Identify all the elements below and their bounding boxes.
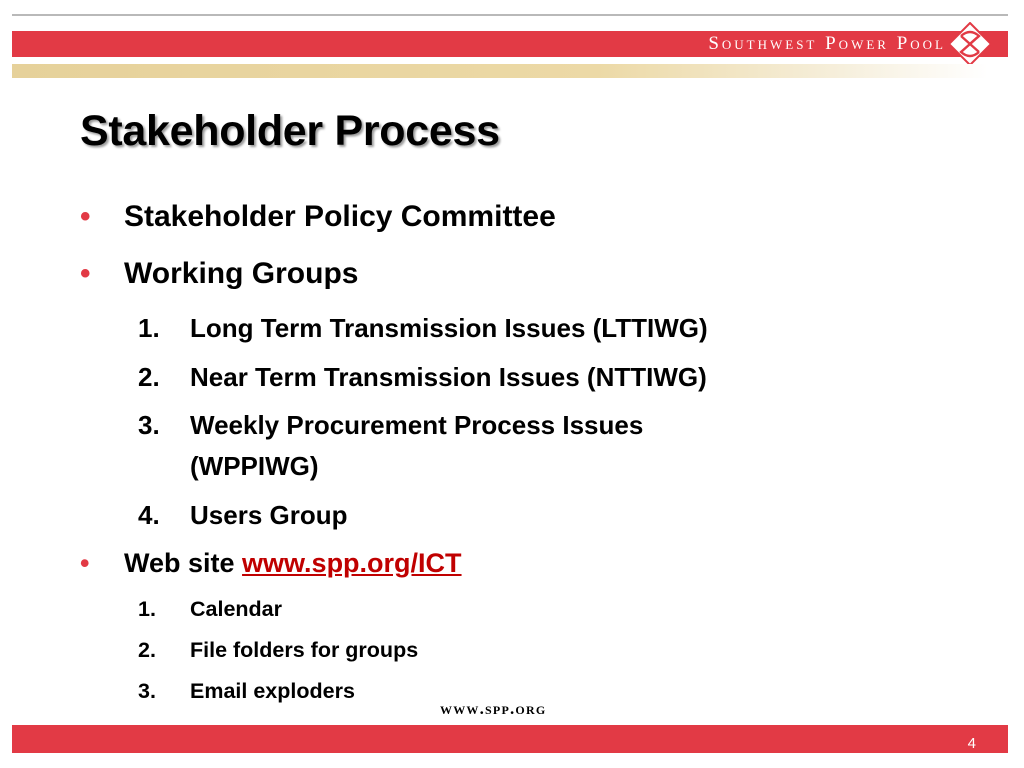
spp-ict-link[interactable]: www.spp.org/ICT: [242, 548, 462, 578]
list-number: 3.: [138, 410, 160, 440]
list-number: 1.: [138, 313, 160, 343]
list-number: 1.: [138, 597, 156, 621]
list-text: File folders for groups: [190, 638, 419, 662]
bullet-marker: •: [80, 257, 91, 290]
list-number: 4.: [138, 500, 160, 530]
bullet-marker: •: [80, 200, 91, 233]
list-text: Near Term Transmission Issues (NTTIWG): [190, 362, 707, 392]
top-divider: [12, 14, 1008, 16]
list-item-users-group: [138, 500, 348, 531]
bullet-web-site: [80, 548, 462, 579]
list-number: 3.: [138, 679, 156, 703]
list-item-file-folders: [138, 638, 419, 663]
bullet-working-groups: [80, 257, 359, 291]
accent-gradient-band: [12, 64, 988, 78]
bullet-text: Working Groups: [124, 257, 359, 290]
list-item-email-exploders: [138, 679, 355, 704]
list-number: 2.: [138, 638, 156, 662]
brand-name: Southwest Power Pool: [708, 33, 946, 54]
bullet-marker: •: [80, 548, 90, 578]
list-number: 2.: [138, 362, 160, 392]
list-item-wppiwg: [138, 410, 644, 441]
spp-knot-logo-icon: [948, 22, 992, 66]
list-text-line2: (WPPIWG): [190, 451, 319, 481]
page-number: 4: [967, 735, 976, 752]
list-item-nttiwg: [138, 362, 707, 393]
list-text: Long Term Transmission Issues (LTTIWG): [190, 313, 708, 343]
bullet-text: Web site: [124, 548, 235, 578]
footer-band: [12, 725, 1008, 753]
list-text-line1: Weekly Procurement Process Issues: [190, 410, 644, 440]
bullet-stakeholder-policy-committee: [80, 200, 556, 234]
footer-url: www.spp.org: [440, 699, 547, 718]
list-text: Calendar: [190, 597, 283, 621]
slide-title: Stakeholder Process: [80, 107, 500, 155]
list-item-wppiwg-continued: [190, 451, 319, 482]
list-text: Email exploders: [190, 679, 355, 703]
bullet-text: Stakeholder Policy Committee: [124, 200, 556, 233]
list-item-calendar: [138, 597, 283, 622]
list-item-lttiwg: [138, 313, 708, 344]
list-text: Users Group: [190, 500, 348, 530]
